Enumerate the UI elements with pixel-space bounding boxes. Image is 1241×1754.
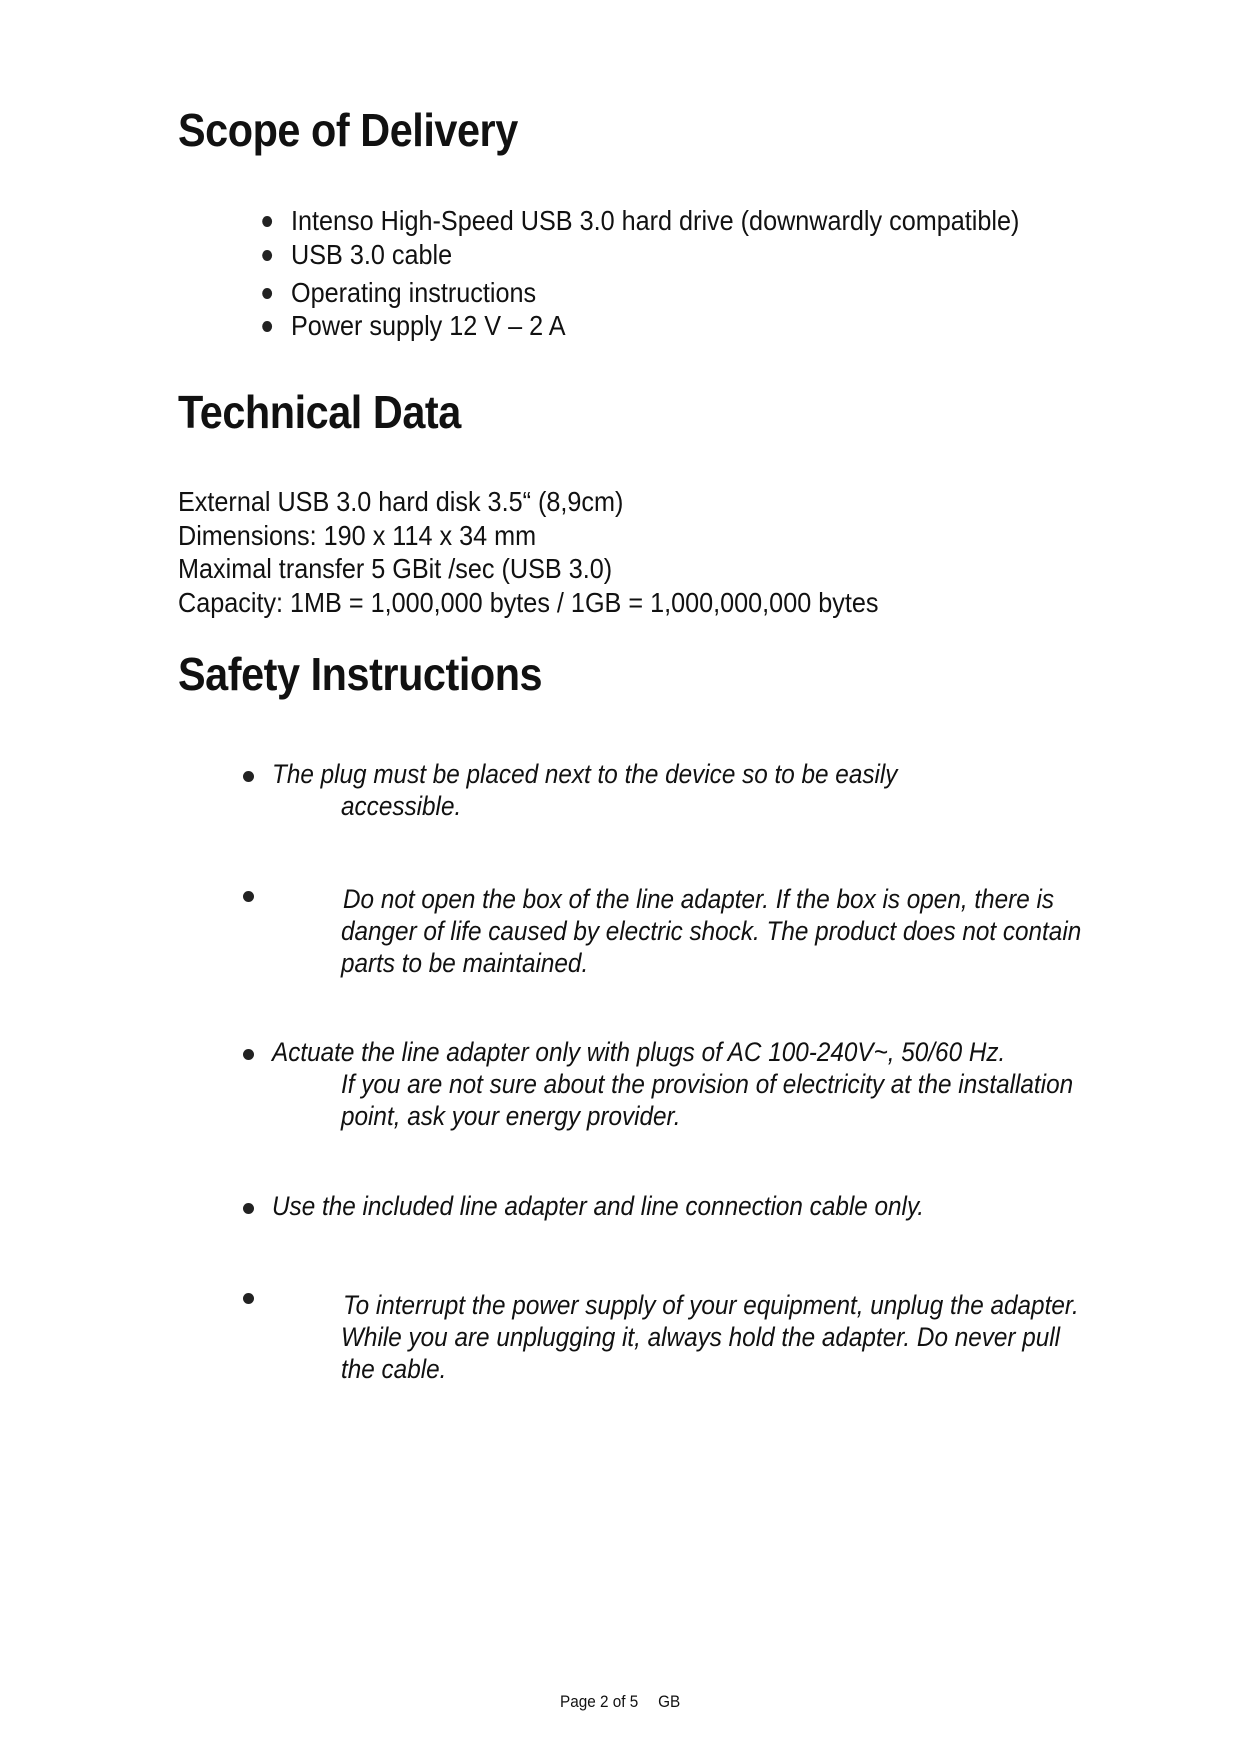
safety-instruction-line: If you are not sure about the provision of electricity at the installation: [341, 1069, 1074, 1099]
technical-data-block: [178, 485, 878, 619]
safety-instruction-line: Actuate the line adapter only with plugs of AC 100-240V~, 50/60 Hz.: [272, 1037, 1006, 1067]
bullet-icon: [243, 771, 254, 782]
safety-instruction-line: accessible.: [341, 791, 462, 821]
safety-instruction-line: parts to be maintained.: [341, 948, 589, 978]
technical-data-line: Capacity: 1MB = 1,000,000 bytes / 1GB = 1,000,000,000 bytes: [178, 586, 879, 618]
technical-data-line: Dimensions: 190 x 114 x 34 mm: [178, 519, 537, 551]
list-item-text: Power supply 12 V – 2 A: [291, 310, 566, 341]
safety-instruction-line: The plug must be placed next to the device so to be easily: [272, 759, 898, 789]
safety-instruction-line: While you are unplugging it, always hold the adapter. Do never pull: [341, 1322, 1061, 1352]
page-footer: [560, 1692, 680, 1712]
safety-instruction-line: danger of life caused by electric shock. The product does not contain: [341, 916, 1082, 946]
list-item-text: Intenso High-Speed USB 3.0 hard drive (downwardly compatible): [291, 205, 1020, 236]
bullet-icon: [243, 1293, 254, 1304]
language-code: GB: [658, 1692, 681, 1711]
safety-instruction-line: Use the included line adapter and line connection cable only.: [272, 1191, 925, 1221]
scope-of-delivery-heading: Scope of Delivery: [178, 104, 518, 156]
bullet-icon: [243, 1049, 254, 1060]
page-number: Page 2 of 5: [560, 1692, 639, 1711]
technical-data-line: External USB 3.0 hard disk 3.5“ (8,9cm): [178, 486, 624, 517]
technical-data-heading: Technical Data: [178, 386, 461, 438]
safety-instructions-heading: Safety Instructions: [178, 648, 543, 700]
safety-instruction-line: To interrupt the power supply of your equipment, unplug the adapter.: [343, 1290, 1079, 1320]
safety-instruction-line: the cable.: [341, 1354, 447, 1384]
bullet-icon: [262, 250, 272, 261]
safety-instruction-line: point, ask your energy provider.: [341, 1101, 681, 1131]
bullet-icon: [262, 288, 272, 299]
safety-instruction-line: Do not open the box of the line adapter. If the box is open, there is: [343, 884, 1055, 914]
list-item-text: USB 3.0 cable: [291, 239, 453, 270]
bullet-icon: [243, 1203, 254, 1214]
list-item-text: Operating instructions: [291, 277, 537, 308]
bullet-icon: [243, 891, 254, 902]
bullet-icon: [262, 321, 272, 332]
bullet-icon: [262, 216, 272, 227]
technical-data-line: Maximal transfer 5 GBit /sec (USB 3.0): [178, 553, 613, 584]
